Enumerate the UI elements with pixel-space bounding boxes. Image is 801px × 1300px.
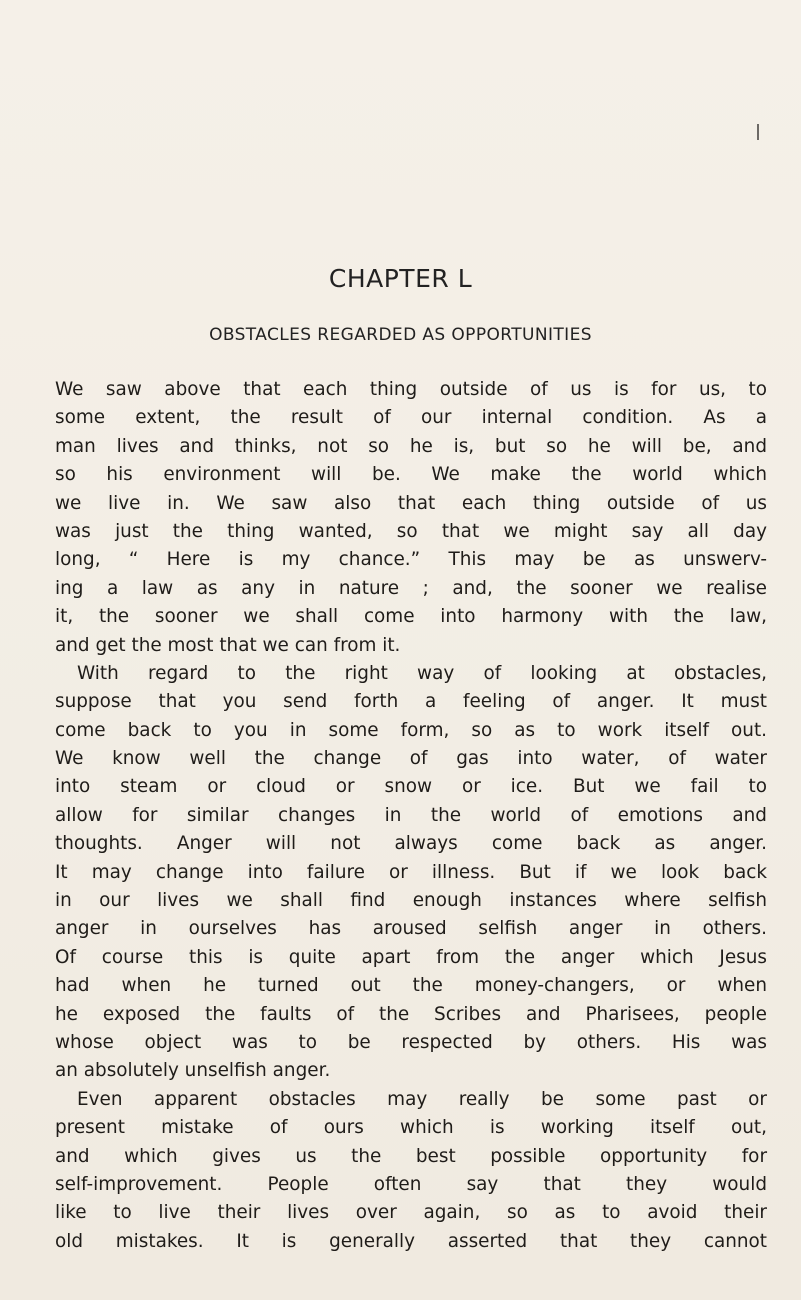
text-line: With regard to the right way of looking at obstacles, bbox=[77, 662, 767, 684]
text-line: Of course this is quite apart from the anger which Jesus bbox=[55, 946, 767, 968]
body-text bbox=[55, 376, 767, 1256]
text-line: suppose that you send forth a feeling of anger. It must bbox=[55, 691, 767, 713]
text-line: an absolutely unselfish anger. bbox=[55, 1060, 331, 1082]
text-line: We know well the change of gas into water, of water bbox=[55, 748, 767, 770]
text-line: into steam or cloud or snow or ice. But we fail to bbox=[55, 776, 767, 798]
text-line: had when he turned out the money-changers, or when bbox=[55, 975, 767, 997]
text-line: allow for similar changes in the world of emotions and bbox=[55, 804, 767, 826]
text-line: man lives and thinks, not so he is, but so he will be, and bbox=[55, 435, 767, 457]
text-line: we live in. We saw also that each thing outside of us bbox=[55, 492, 767, 514]
paragraph bbox=[55, 660, 767, 1086]
text-line: It may change into failure or illness. But if we look back bbox=[55, 861, 767, 883]
text-line: so his environment will be. We make the world which bbox=[55, 464, 767, 486]
text-line: long, “ Here is my chance.” This may be as unswerv- bbox=[55, 549, 767, 571]
text-line: self-improvement. People often say that they would bbox=[55, 1173, 767, 1195]
paragraph bbox=[55, 376, 767, 660]
paragraph bbox=[55, 1086, 767, 1256]
chapter-title: CHAPTER L bbox=[328, 264, 473, 293]
text-line: whose object was to be respected by others. His was bbox=[55, 1031, 767, 1053]
chapter-subtitle: OBSTACLES REGARDED AS OPPORTUNITIES bbox=[209, 325, 592, 345]
margin-mark bbox=[757, 124, 759, 140]
text-line: in our lives we shall find enough instances where selfish bbox=[55, 890, 767, 912]
text-line: old mistakes. It is generally asserted that they cannot bbox=[55, 1230, 767, 1252]
text-line: and get the most that we can from it. bbox=[55, 634, 401, 656]
text-line: Even apparent obstacles may really be some past or bbox=[77, 1088, 767, 1110]
text-line: like to live their lives over again, so as to avoid their bbox=[55, 1202, 767, 1224]
text-line: he exposed the faults of the Scribes and Pharisees, people bbox=[55, 1003, 767, 1025]
text-line: We saw above that each thing outside of us is for us, to bbox=[55, 379, 767, 400]
text-line: was just the thing wanted, so that we might say all day bbox=[55, 520, 767, 542]
text-line: come back to you in some form, so as to work itself out. bbox=[55, 719, 767, 741]
text-line: it, the sooner we shall come into harmony with the law, bbox=[55, 606, 767, 628]
text-line: thoughts. Anger will not always come back as anger. bbox=[55, 833, 767, 855]
text-line: anger in ourselves has aroused selfish anger in others. bbox=[55, 918, 767, 940]
text-line: and which gives us the best possible opportunity for bbox=[55, 1145, 767, 1167]
text-line: some extent, the result of our internal condition. As a bbox=[55, 407, 767, 429]
text-line: present mistake of ours which is working itself out, bbox=[55, 1117, 767, 1139]
text-line: ing a law as any in nature ; and, the sooner we realise bbox=[55, 577, 767, 599]
